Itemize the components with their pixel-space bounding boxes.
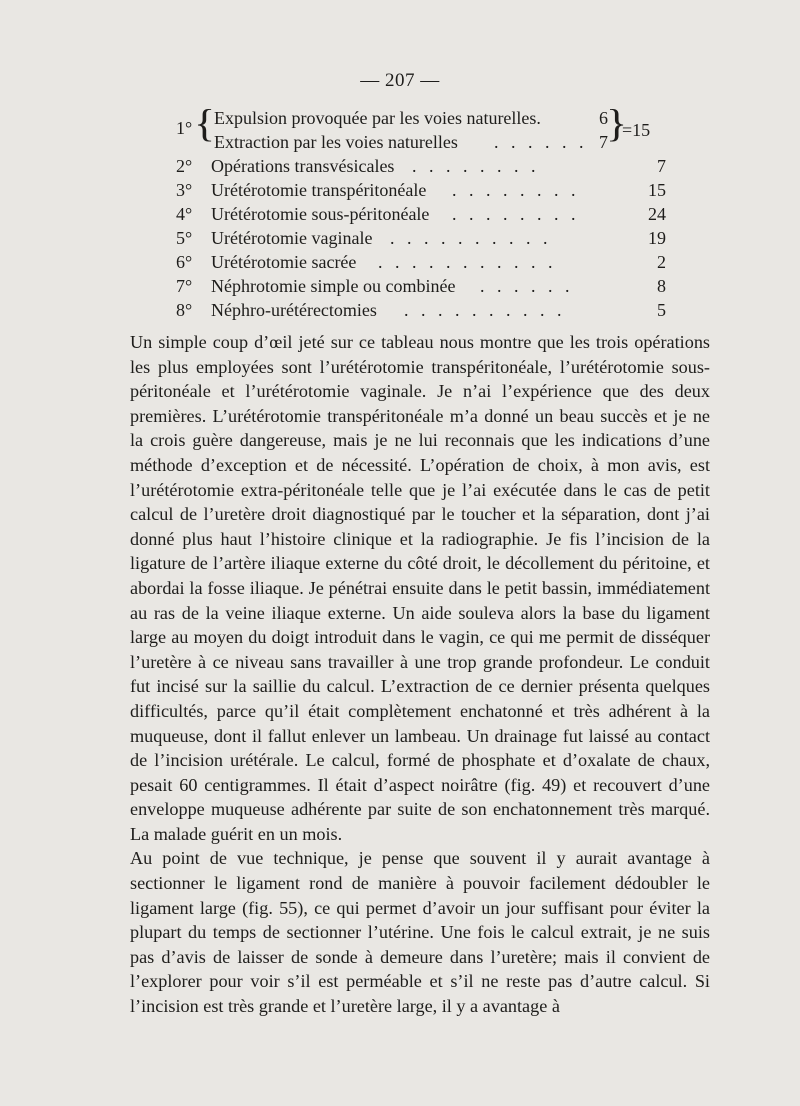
body-text	[130, 330, 710, 1019]
row-value: 24	[648, 204, 666, 224]
row-value: 7	[657, 156, 666, 176]
row-label: Urétérotomie sacrée	[211, 252, 357, 272]
row-label: Néphrotomie simple ou combinée	[211, 276, 456, 296]
row-dots: . . . . . .	[494, 132, 588, 152]
group-1-total: =15	[622, 120, 651, 140]
table-row	[176, 250, 686, 274]
row-value: 8	[657, 276, 666, 296]
row-dots: . . . . . . . . . . .	[378, 252, 557, 272]
row-label: Opérations transvésicales	[211, 156, 395, 176]
row-number: 4°	[176, 204, 193, 224]
table-row	[176, 202, 686, 226]
group-1-number: 1°	[176, 118, 193, 138]
table-row	[176, 298, 686, 322]
page-number: — 207 —	[360, 70, 440, 91]
row-value: 2	[657, 252, 666, 272]
row-number: 5°	[176, 228, 193, 248]
row-number: 2°	[176, 156, 193, 176]
row-label: Extraction par les voies naturelles	[214, 132, 458, 152]
row-label: Urétérotomie transpéritonéale	[211, 180, 427, 200]
row-label: Expulsion provoquée par les voies naturelles.	[214, 108, 541, 128]
row-dots: . . . . . . . . . .	[390, 228, 552, 248]
table-row	[176, 154, 686, 178]
row-dots: . . . . . .	[480, 276, 574, 296]
row-value: 5	[657, 300, 666, 320]
left-brace: {	[194, 101, 216, 146]
row-number: 8°	[176, 300, 193, 320]
table-row	[176, 178, 686, 202]
paragraph: Au point de vue technique, je pense que souvent il y aurait avantage à sectionner le ligament rond de manière à pouvoir facilement dédoubler le ligament large (fig. 55), ce qui permet d’avoir un jour suffisant pour éviter la plupart du temps de sectionner l’utérine. Une fois le calcul extrait, je ne suis pas d’avis de laisser de sonde à demeure dans l’uretère; mais il convient de l’explorer pour voir s’il est perméable et s’il ne reste pas d’autre calcul. Si l’incision est très grande et l’uretère large, il y a avantage à	[130, 848, 710, 1017]
row-value: 6	[599, 108, 608, 128]
row-label: Urétérotomie sous-péritonéale	[211, 204, 430, 224]
row-value: 15	[648, 180, 666, 200]
row-number: 6°	[176, 252, 193, 272]
row-value: 19	[648, 228, 666, 248]
paragraph: Un simple coup d’œil jeté sur ce tableau nous montre que les trois opérations les plus employées sont l’urétérotomie transpéritonéale, l’urétérotomie sous-péritonéale et l’urétérotomie vaginale. Je n’ai l’expérience que des deux premières. L’urétérotomie transpéritonéale m’a donné un beau succès et je ne la crois guère dangereuse, mais je ne lui reconnais que les indications d’une méthode d’exception et de nécessité. L’opération de choix, à mon avis, est l’urétérotomie extra-péritonéale telle que je l’ai exécutée dans le cas de petit calcul de l’uretère droit diagnostiqué par le toucher et la séparation, dont j’ai donné plus haut l’histoire clinique et la radiographie. Je fis l’incision de la ligature de l’artère iliaque externe du côté droit, le décollement du péritoine, et abordai la fosse iliaque. Je pénétrai ensuite dans le petit bassin, immédiatement au ras de la veine iliaque externe. Un aide souleva alors la base du ligament large au moyen du doigt introduit dans le vagin, ce qui me permit de disséquer l’uretère à ce niveau sans travailler à une trop grande profondeur. Le conduit fut incisé sur la saillie du calcul. L’extraction de ce dernier présenta quelques difficultés, parce qu’il était complètement enchatonné et très adhérent à la muqueuse, dont il fallut enlever un lambeau. Un drainage fut laissé au contact de l’incision urétérale. Le calcul, formé de phosphate et d’oxalate de chaux, pesait 60 centigrammes. Il était d’aspect noirâtre (fig. 49) et recouvert d’une enveloppe muqueuse adhérente par suite de son enchatonnement très marqué. La malade guérit en un mois.	[130, 332, 710, 844]
row-value: 7	[599, 132, 608, 152]
row-label: Néphro-urétérectomies	[211, 300, 377, 320]
row-dots: . . . . . . . .	[452, 180, 580, 200]
right-brace: }	[606, 101, 628, 146]
row-dots: . . . . . . . . . .	[404, 300, 566, 320]
row-number: 3°	[176, 180, 193, 200]
table-row	[176, 226, 686, 250]
row-label: Urétérotomie vaginale	[211, 228, 373, 248]
row-number: 7°	[176, 276, 193, 296]
table-row	[176, 274, 686, 298]
row-dots: . . . . . . . .	[452, 204, 580, 224]
row-dots: . . . . . . . .	[412, 156, 540, 176]
